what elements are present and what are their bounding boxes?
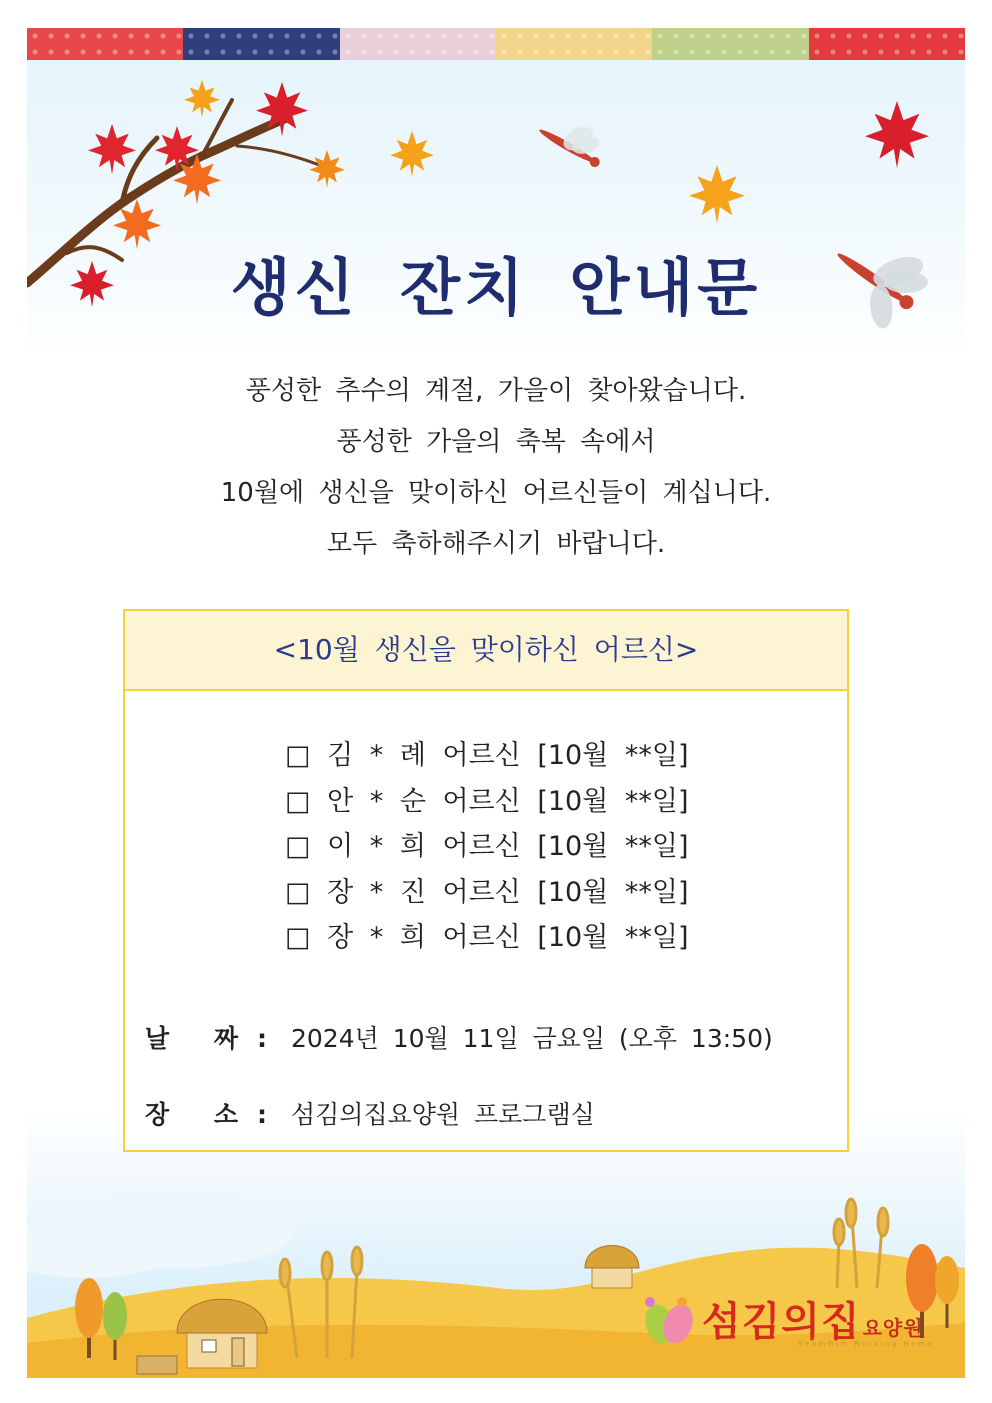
date-label: 날 짜 xyxy=(145,1024,257,1053)
maple-leaf-icon xyxy=(689,165,745,224)
brand-suffix: 요양원 xyxy=(862,1316,924,1340)
intro-line: 모두 축하해주시기 바랍니다. xyxy=(326,529,666,559)
intro-text xyxy=(0,366,992,570)
date-value: 2024년 10월 11일 금요일 (오후 13:50) xyxy=(291,1024,773,1053)
dragonfly-icon xyxy=(536,103,615,170)
maple-leaf-icon xyxy=(390,131,434,177)
intro-line: 풍성한 추수의 계절, 가을이 찾아왔습니다. xyxy=(245,376,747,406)
thatched-hut-icon xyxy=(585,1246,639,1289)
date-row xyxy=(145,1019,773,1055)
brand-name xyxy=(702,1290,924,1347)
birthday-box xyxy=(123,609,849,1152)
resident-list xyxy=(285,733,725,961)
list-item: □ 안 * 순 어르신 [10월 **일] xyxy=(285,785,689,817)
place-value: 섬김의집요양원 프로그램실 xyxy=(291,1100,595,1129)
heart-logo-icon xyxy=(640,1294,700,1354)
brand-english: SeomGim Nursing Home xyxy=(798,1340,935,1348)
page-title: 생신 잔치 안내문 xyxy=(230,251,762,324)
list-item: □ 장 * 희 어르신 [10월 **일] xyxy=(285,922,689,953)
box-heading: <10월 생신을 맞이하신 어르신> xyxy=(125,611,847,691)
maple-leaf-icon xyxy=(88,124,136,174)
place-colon: : xyxy=(257,1100,267,1129)
date-colon: : xyxy=(257,1024,267,1053)
list-item: □ 김 * 례 어르신 [10월 **일] xyxy=(285,740,689,771)
brand-logo xyxy=(640,1290,950,1360)
maple-leaf-icon xyxy=(173,154,221,204)
maple-leaf-icon xyxy=(184,80,220,118)
place-label: 장 소 xyxy=(145,1100,257,1129)
intro-line: 풍성한 가을의 축복 속에서 xyxy=(336,427,656,457)
maple-leaf-icon xyxy=(309,150,345,188)
intro-line: 10월에 생신을 맞이하신 어르신들이 계십니다. xyxy=(220,478,772,508)
place-row xyxy=(145,1095,595,1131)
list-item: □ 장 * 진 어르신 [10월 **일] xyxy=(285,876,689,908)
maple-leaf-icon xyxy=(865,101,929,168)
brand-name-text: 섬김의집 xyxy=(702,1299,861,1345)
list-item: □ 이 * 희 어르신 [10월 **일] xyxy=(285,831,689,862)
